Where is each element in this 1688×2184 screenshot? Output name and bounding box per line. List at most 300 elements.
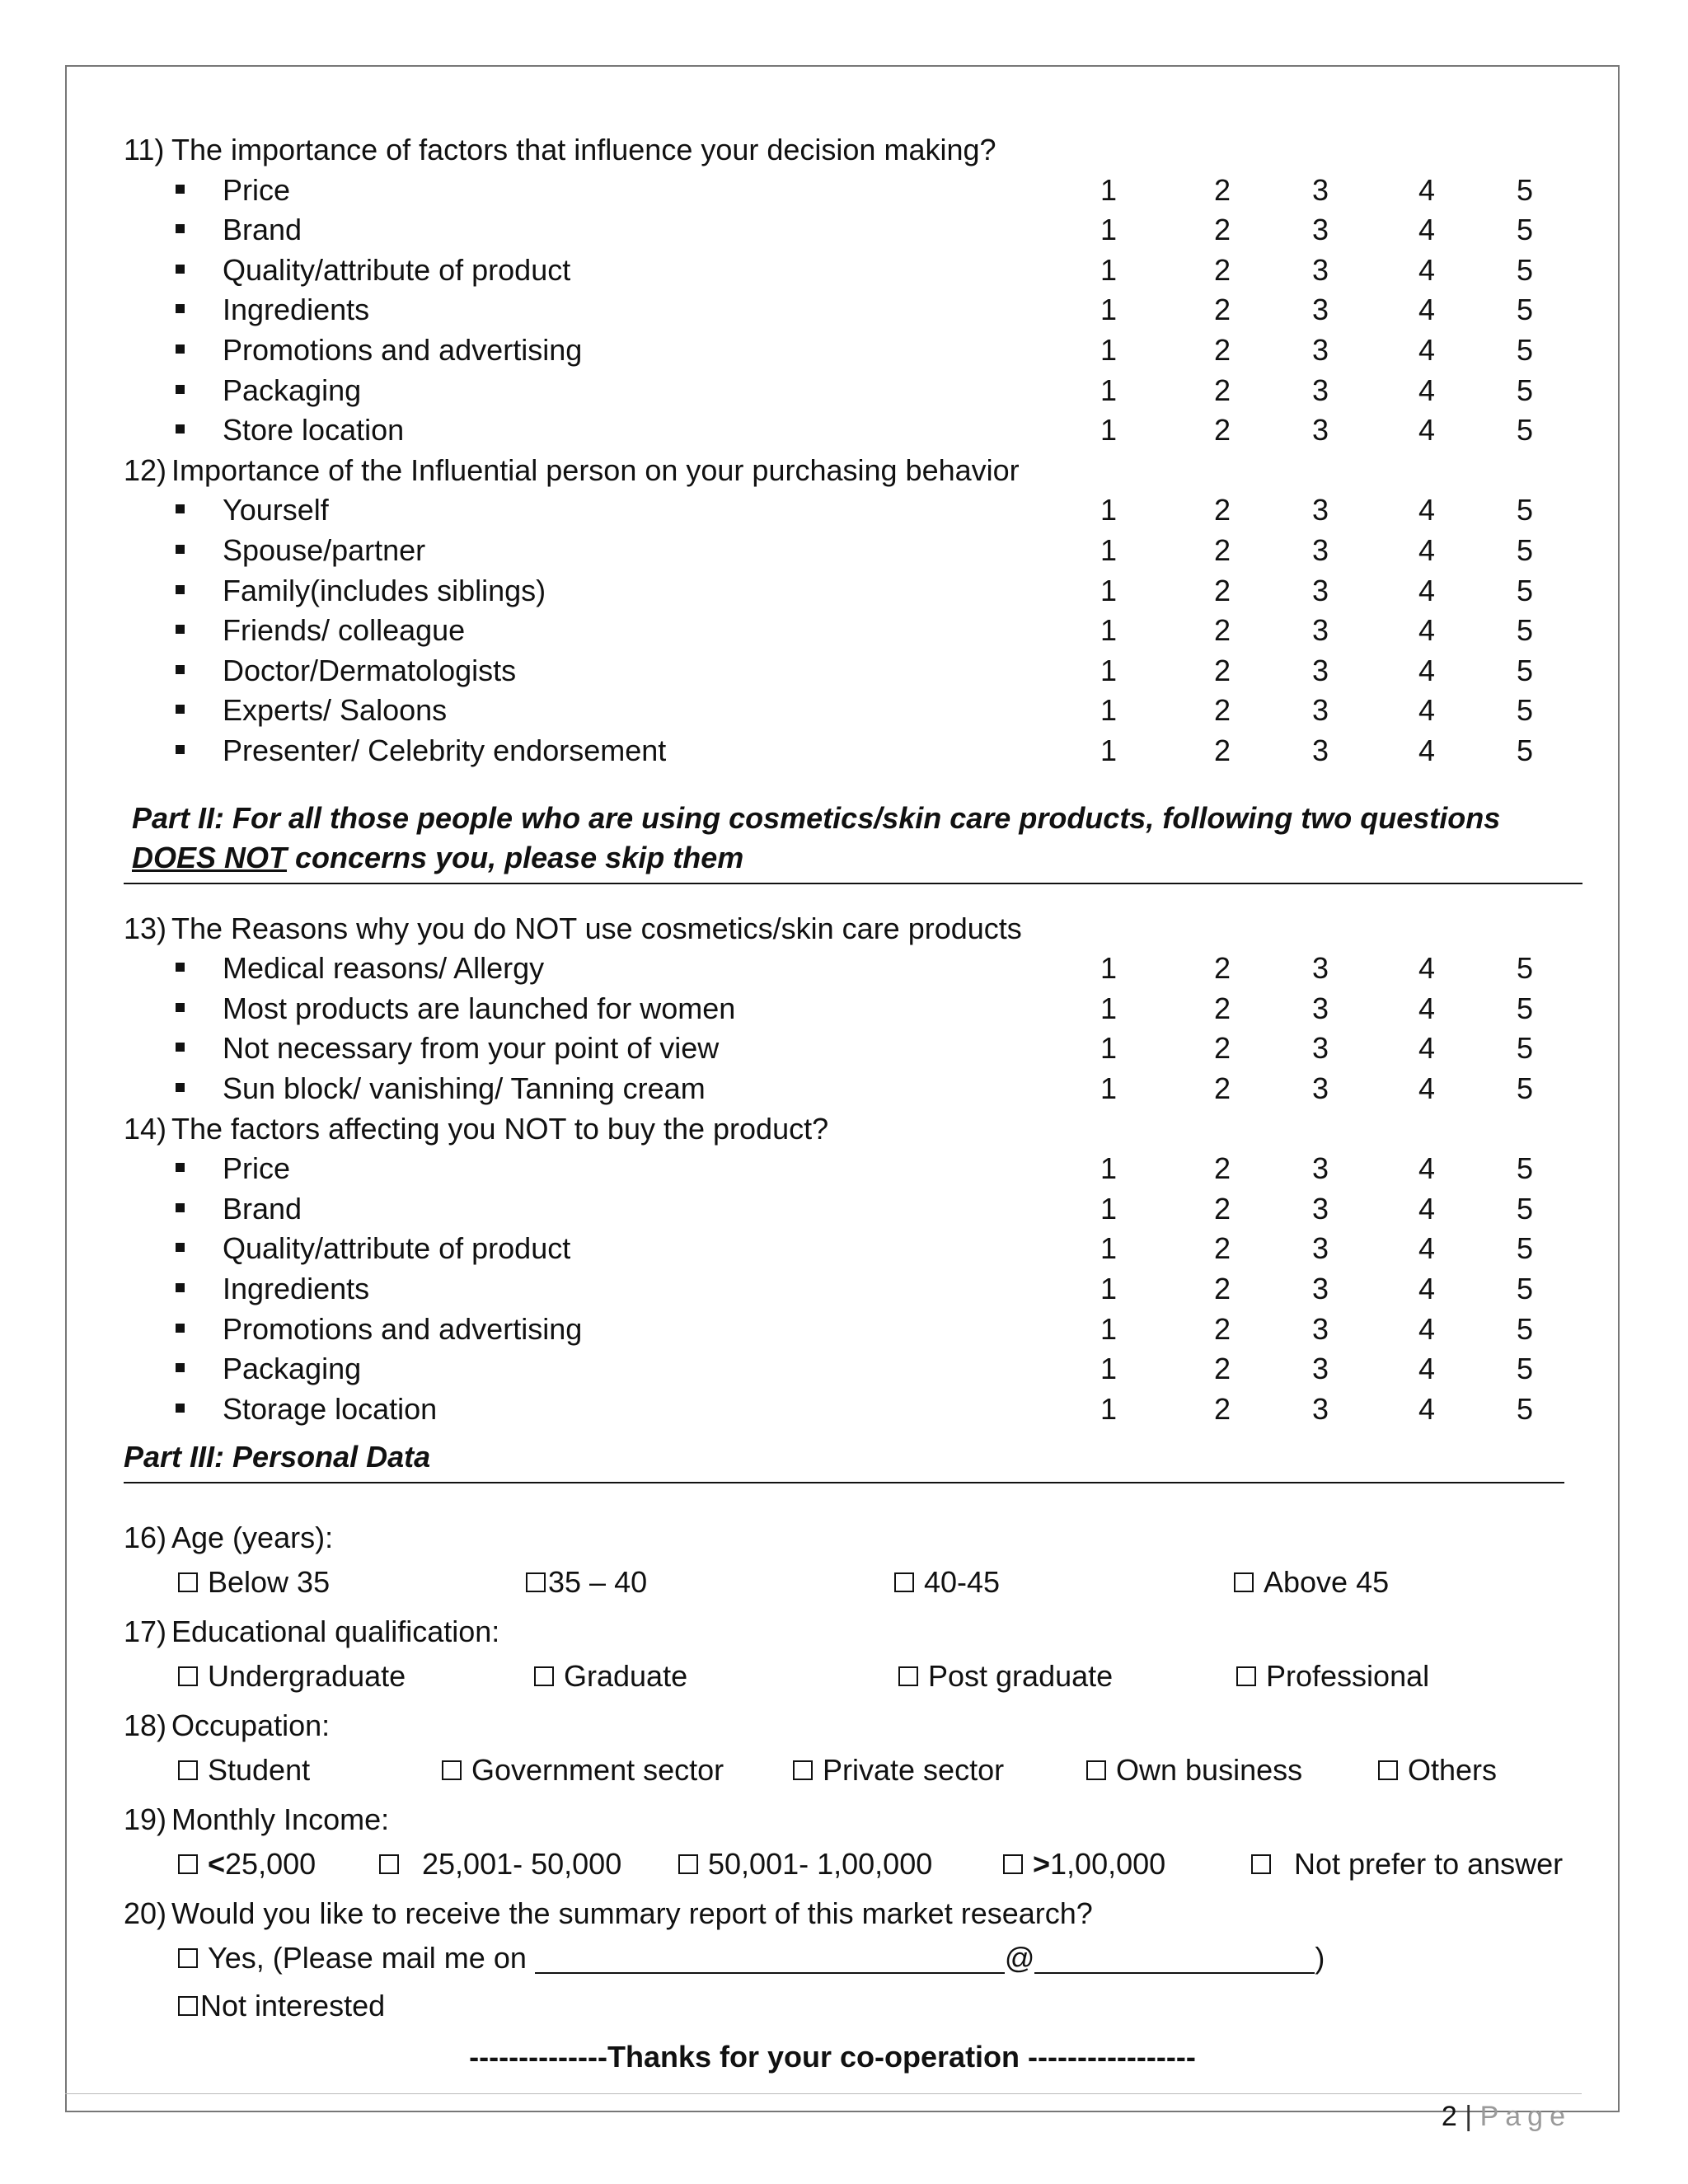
income-option-not-prefer[interactable] xyxy=(1251,1844,1563,1885)
scale-option-5[interactable]: 5 xyxy=(1516,951,1534,986)
scale-option-3[interactable]: 3 xyxy=(1311,1191,1329,1226)
rating-item-label: Quality/attribute of product xyxy=(223,252,571,287)
age-option-35-40[interactable] xyxy=(526,1563,647,1603)
scale-option-5[interactable]: 5 xyxy=(1516,413,1534,448)
rating-item xyxy=(124,1069,1591,1109)
checkbox[interactable] xyxy=(1003,1854,1023,1874)
question-number: 19) xyxy=(124,1802,167,1836)
scale-option-1[interactable]: 1 xyxy=(1100,293,1118,327)
rating-item xyxy=(124,1189,1591,1230)
scale-option-4[interactable]: 4 xyxy=(1418,293,1436,327)
scale-option-3[interactable]: 3 xyxy=(1311,413,1329,448)
part-3-heading: Part III: Personal Data xyxy=(124,1440,431,1474)
scale-option-3[interactable]: 3 xyxy=(1311,172,1329,207)
rating-item-label: Storage location xyxy=(223,1391,438,1426)
scale-option-2[interactable]: 2 xyxy=(1213,172,1231,207)
question-14 xyxy=(124,1109,1591,1150)
option-label: Undergraduate xyxy=(208,1659,406,1693)
option-label: Yes, (Please mail me on xyxy=(208,1941,535,1975)
question-20 xyxy=(124,1891,1591,1937)
scale-option-3[interactable]: 3 xyxy=(1311,293,1329,327)
rating-item xyxy=(124,1029,1591,1069)
scale-option-5[interactable]: 5 xyxy=(1516,613,1534,648)
rating-item-label: Brand xyxy=(223,213,302,247)
scale-option-1[interactable]: 1 xyxy=(1100,1191,1118,1226)
question-title: The Reasons why you do NOT use cosmetics/skin care products xyxy=(171,911,1022,945)
scale-option-3[interactable]: 3 xyxy=(1311,1231,1329,1266)
option-label: Post graduate xyxy=(928,1659,1114,1693)
question-13-items xyxy=(124,949,1591,1108)
question-14-items xyxy=(124,1149,1591,1429)
rating-item-label: Promotions and advertising xyxy=(223,1311,583,1346)
scale-option-2[interactable]: 2 xyxy=(1213,213,1231,247)
scale-option-3[interactable]: 3 xyxy=(1311,373,1329,407)
scale-option-1[interactable]: 1 xyxy=(1100,1352,1118,1386)
scale-option-4[interactable]: 4 xyxy=(1418,1191,1436,1226)
rating-item-label: Packaging xyxy=(223,1352,362,1386)
scale-option-3[interactable]: 3 xyxy=(1311,213,1329,247)
income-option-above-100000[interactable] xyxy=(1003,1844,1165,1885)
at-sign: @ xyxy=(1004,1941,1035,1975)
scale-option-3[interactable]: 3 xyxy=(1311,332,1329,367)
page-number-label xyxy=(1442,2101,1572,2133)
checkbox[interactable] xyxy=(442,1760,462,1780)
education-option-post-graduate[interactable] xyxy=(898,1657,1113,1697)
scale-option-1[interactable]: 1 xyxy=(1100,493,1118,527)
income-option-50001-100000[interactable] xyxy=(678,1844,932,1885)
rating-item xyxy=(124,989,1591,1029)
scale-option-4[interactable]: 4 xyxy=(1418,1071,1436,1106)
report-option-no-row xyxy=(124,1986,1591,2032)
rating-item xyxy=(124,210,1591,251)
question-11-items xyxy=(124,171,1591,451)
rating-item-label: Ingredients xyxy=(223,293,370,327)
question-16 xyxy=(124,1515,1591,1561)
option-label: 40-45 xyxy=(924,1565,1001,1599)
part-2-line-2 xyxy=(132,838,1591,879)
income-options xyxy=(124,1844,1591,1891)
rating-item-label: Store location xyxy=(223,413,405,448)
scale-option-3[interactable]: 3 xyxy=(1311,613,1329,648)
square-bullet-icon xyxy=(176,1003,185,1012)
checkbox[interactable] xyxy=(1378,1760,1398,1780)
rating-item xyxy=(124,171,1591,211)
questionnaire-page-2 xyxy=(124,130,1591,2078)
question-number: 17) xyxy=(124,1615,167,1648)
section-divider xyxy=(124,883,1582,884)
checkbox[interactable] xyxy=(178,1996,198,2016)
rating-item-label: Friends/ colleague xyxy=(223,613,466,648)
rating-item xyxy=(124,371,1591,411)
education-options xyxy=(124,1657,1591,1703)
question-title: Importance of the Influential person on your purchasing behavior xyxy=(171,452,1020,487)
question-title: The factors affecting you NOT to buy the product? xyxy=(171,1111,829,1146)
square-bullet-icon xyxy=(176,585,185,594)
option-label: Not interested xyxy=(200,1989,386,2022)
rating-item-label: Yourself xyxy=(223,493,329,527)
checkbox[interactable] xyxy=(178,1854,198,1874)
scale-option-3[interactable]: 3 xyxy=(1311,1071,1329,1106)
scale-option-2[interactable]: 2 xyxy=(1213,1071,1231,1106)
age-option-above-45[interactable] xyxy=(1234,1563,1389,1603)
scale-option-5[interactable]: 5 xyxy=(1516,1352,1534,1386)
checkbox[interactable] xyxy=(793,1760,813,1780)
scale-option-4[interactable]: 4 xyxy=(1418,613,1436,648)
scale-option-3[interactable]: 3 xyxy=(1311,1151,1329,1186)
square-bullet-icon xyxy=(176,504,185,513)
scale-option-2[interactable]: 2 xyxy=(1213,1352,1231,1386)
square-bullet-icon xyxy=(176,665,185,674)
option-label: Graduate xyxy=(564,1659,688,1693)
occupation-option-others[interactable] xyxy=(1378,1750,1497,1791)
square-bullet-icon xyxy=(176,224,185,233)
scale-option-5[interactable]: 5 xyxy=(1516,1191,1534,1226)
square-bullet-icon xyxy=(176,1083,185,1092)
page-footer xyxy=(65,2093,1582,2132)
scale-option-1[interactable]: 1 xyxy=(1100,1272,1118,1306)
rating-item xyxy=(124,651,1591,691)
scale-option-5[interactable]: 5 xyxy=(1516,693,1534,728)
option-label: Own business xyxy=(1116,1753,1303,1787)
question-number: 14) xyxy=(124,1111,167,1146)
scale-option-4[interactable]: 4 xyxy=(1418,573,1436,607)
scale-option-5[interactable]: 5 xyxy=(1516,213,1534,247)
rating-item xyxy=(124,949,1591,989)
occupation-option-own-business[interactable] xyxy=(1086,1750,1302,1791)
report-option-yes[interactable] xyxy=(178,1938,1325,1979)
scale-option-5[interactable]: 5 xyxy=(1516,733,1534,767)
option-label: Student xyxy=(208,1753,311,1787)
scale-option-4[interactable]: 4 xyxy=(1418,1231,1436,1266)
scale-option-4[interactable]: 4 xyxy=(1418,373,1436,407)
rating-item-label: Price xyxy=(223,172,291,207)
option-label: Private sector xyxy=(823,1753,1005,1787)
option-label: 35 – 40 xyxy=(548,1565,648,1599)
scale-option-2[interactable]: 2 xyxy=(1213,693,1231,728)
scale-option-3[interactable]: 3 xyxy=(1311,733,1329,767)
square-bullet-icon xyxy=(176,1363,185,1372)
education-option-professional[interactable] xyxy=(1236,1657,1429,1697)
scale-option-5[interactable]: 5 xyxy=(1516,1311,1534,1346)
scale-option-1[interactable]: 1 xyxy=(1100,373,1118,407)
scale-option-1[interactable]: 1 xyxy=(1100,951,1118,986)
option-label: 50,001- 1,00,000 xyxy=(708,1847,933,1881)
option-label: 25,001- 50,000 xyxy=(422,1847,622,1881)
option-label: Above 45 xyxy=(1264,1565,1390,1599)
scale-option-3[interactable]: 3 xyxy=(1311,653,1329,687)
option-label: Below 35 xyxy=(208,1565,331,1599)
question-number: 16) xyxy=(124,1521,167,1554)
scale-option-1[interactable]: 1 xyxy=(1100,213,1118,247)
scale-option-1[interactable]: 1 xyxy=(1100,653,1118,687)
rating-item xyxy=(124,1269,1591,1310)
option-label: 1,00,000 xyxy=(1050,1847,1166,1881)
scale-option-4[interactable]: 4 xyxy=(1418,413,1436,448)
question-17 xyxy=(124,1609,1591,1655)
scale-option-3[interactable]: 3 xyxy=(1311,252,1329,287)
scale-option-1[interactable]: 1 xyxy=(1100,991,1118,1025)
page-separator: | xyxy=(1465,2101,1473,2132)
question-11 xyxy=(124,130,1591,171)
scale-option-5[interactable]: 5 xyxy=(1516,1272,1534,1306)
square-bullet-icon xyxy=(176,424,185,434)
rating-item xyxy=(124,691,1591,731)
scale-option-2[interactable]: 2 xyxy=(1213,373,1231,407)
email-user-blank[interactable] xyxy=(535,1943,1005,1974)
option-label: Others xyxy=(1408,1753,1498,1787)
scale-option-5[interactable]: 5 xyxy=(1516,332,1534,367)
scale-option-3[interactable]: 3 xyxy=(1311,532,1329,567)
question-number: 13) xyxy=(124,911,167,945)
scale-option-3[interactable]: 3 xyxy=(1311,951,1329,986)
scale-option-4[interactable]: 4 xyxy=(1418,252,1436,287)
square-bullet-icon xyxy=(176,265,185,274)
scale-option-1[interactable]: 1 xyxy=(1100,1391,1118,1426)
square-bullet-icon xyxy=(176,185,185,194)
question-19 xyxy=(124,1797,1591,1843)
scale-option-1[interactable]: 1 xyxy=(1100,532,1118,567)
scale-option-4[interactable]: 4 xyxy=(1418,1272,1436,1306)
option-label: 25,000 xyxy=(225,1847,316,1881)
rating-item xyxy=(124,330,1591,371)
square-bullet-icon xyxy=(176,625,185,634)
checkbox[interactable] xyxy=(178,1948,198,1968)
scale-option-4[interactable]: 4 xyxy=(1418,991,1436,1025)
page-word: Page xyxy=(1479,2101,1572,2132)
scale-option-1[interactable]: 1 xyxy=(1100,1231,1118,1266)
income-option-below-25000[interactable] xyxy=(178,1844,316,1885)
scale-option-4[interactable]: 4 xyxy=(1418,493,1436,527)
question-12 xyxy=(124,451,1591,491)
option-label: Not prefer to answer xyxy=(1294,1847,1564,1881)
scale-option-1[interactable]: 1 xyxy=(1100,733,1118,767)
scale-option-3[interactable]: 3 xyxy=(1311,1031,1329,1066)
scale-option-5[interactable]: 5 xyxy=(1516,293,1534,327)
scale-option-2[interactable]: 2 xyxy=(1213,252,1231,287)
rating-item-label: Packaging xyxy=(223,373,362,407)
checkbox[interactable] xyxy=(178,1760,198,1780)
checkbox[interactable] xyxy=(178,1572,198,1592)
occupation-option-government[interactable] xyxy=(442,1750,724,1791)
scale-option-4[interactable]: 4 xyxy=(1418,1311,1436,1346)
checkbox[interactable] xyxy=(1236,1666,1256,1686)
rating-item xyxy=(124,1229,1591,1269)
rating-item-label: Doctor/Dermatologists xyxy=(223,653,517,687)
scale-option-4[interactable]: 4 xyxy=(1418,653,1436,687)
rating-item-label: Family(includes siblings) xyxy=(223,573,546,607)
scale-option-1[interactable]: 1 xyxy=(1100,693,1118,728)
scale-option-2[interactable]: 2 xyxy=(1213,1272,1231,1306)
scale-option-5[interactable]: 5 xyxy=(1516,991,1534,1025)
email-domain-blank[interactable] xyxy=(1034,1943,1315,1974)
rating-item xyxy=(124,1390,1591,1430)
scale-option-2[interactable]: 2 xyxy=(1213,1031,1231,1066)
scale-option-3[interactable]: 3 xyxy=(1311,493,1329,527)
report-option-not-interested[interactable] xyxy=(178,1986,385,2027)
rating-item xyxy=(124,611,1591,651)
scale-option-4[interactable]: 4 xyxy=(1418,951,1436,986)
scale-option-2[interactable]: 2 xyxy=(1213,332,1231,367)
checkbox[interactable] xyxy=(898,1666,918,1686)
scale-option-4[interactable]: 4 xyxy=(1418,532,1436,567)
scale-option-2[interactable]: 2 xyxy=(1213,573,1231,607)
checkbox[interactable] xyxy=(526,1572,546,1592)
scale-option-2[interactable]: 2 xyxy=(1213,1391,1231,1426)
scale-option-5[interactable]: 5 xyxy=(1516,532,1534,567)
scale-option-3[interactable]: 3 xyxy=(1311,991,1329,1025)
scale-option-2[interactable]: 2 xyxy=(1213,1231,1231,1266)
question-13 xyxy=(124,909,1591,949)
scale-option-4[interactable]: 4 xyxy=(1418,332,1436,367)
square-bullet-icon xyxy=(176,1043,185,1052)
age-option-below-35[interactable] xyxy=(178,1563,330,1603)
scale-option-3[interactable]: 3 xyxy=(1311,1352,1329,1386)
scale-option-2[interactable]: 2 xyxy=(1213,1151,1231,1186)
scale-option-1[interactable]: 1 xyxy=(1100,573,1118,607)
scale-option-2[interactable]: 2 xyxy=(1213,493,1231,527)
report-option-yes-row xyxy=(124,1938,1591,1985)
scale-option-1[interactable]: 1 xyxy=(1100,1311,1118,1346)
age-option-40-45[interactable] xyxy=(894,1563,1000,1603)
scale-option-5[interactable]: 5 xyxy=(1516,1151,1534,1186)
question-number: 11) xyxy=(124,133,165,166)
checkbox[interactable] xyxy=(534,1666,554,1686)
rating-item xyxy=(124,1149,1591,1189)
income-option-25001-50000[interactable] xyxy=(379,1844,621,1885)
scale-option-2[interactable]: 2 xyxy=(1213,413,1231,448)
rating-item-label: Price xyxy=(223,1151,291,1186)
square-bullet-icon xyxy=(176,1243,185,1252)
scale-option-5[interactable]: 5 xyxy=(1516,252,1534,287)
rating-item xyxy=(124,531,1591,571)
rating-item xyxy=(124,1310,1591,1350)
checkbox[interactable] xyxy=(1234,1572,1254,1592)
education-option-graduate[interactable] xyxy=(534,1657,687,1697)
scale-option-3[interactable]: 3 xyxy=(1311,1272,1329,1306)
scale-option-5[interactable]: 5 xyxy=(1516,1031,1534,1066)
rating-item-label: Experts/ Saloons xyxy=(223,693,448,728)
page-number: 2 xyxy=(1441,2101,1457,2132)
scale-option-4[interactable]: 4 xyxy=(1418,172,1436,207)
rating-item xyxy=(124,571,1591,612)
scale-option-4[interactable]: 4 xyxy=(1418,1391,1436,1426)
scale-option-5[interactable]: 5 xyxy=(1516,1071,1534,1106)
question-title: Would you like to receive the summary report of this market research? xyxy=(171,1896,1093,1930)
scale-option-1[interactable]: 1 xyxy=(1100,1031,1118,1066)
square-bullet-icon xyxy=(176,705,185,714)
scale-option-2[interactable]: 2 xyxy=(1213,653,1231,687)
scale-option-5[interactable]: 5 xyxy=(1516,373,1534,407)
occupation-option-private[interactable] xyxy=(793,1750,1004,1791)
checkbox[interactable] xyxy=(678,1854,698,1874)
question-number: 20) xyxy=(124,1896,167,1930)
square-bullet-icon xyxy=(176,1404,185,1413)
part-2-line-1: Part II: For all those people who are using cosmetics/skin care products, following two questions xyxy=(132,800,1501,835)
scale-option-2[interactable]: 2 xyxy=(1213,532,1231,567)
scale-option-5[interactable]: 5 xyxy=(1516,1231,1534,1266)
scale-option-1[interactable]: 1 xyxy=(1100,613,1118,648)
scale-option-3[interactable]: 3 xyxy=(1311,573,1329,607)
scale-option-4[interactable]: 4 xyxy=(1418,213,1436,247)
scale-option-1[interactable]: 1 xyxy=(1100,252,1118,287)
part-2-emphasis: DOES NOT xyxy=(132,841,288,875)
checkbox[interactable] xyxy=(379,1854,399,1874)
scale-option-5[interactable]: 5 xyxy=(1516,493,1534,527)
scale-option-2[interactable]: 2 xyxy=(1213,293,1231,327)
scale-option-2[interactable]: 2 xyxy=(1213,733,1231,767)
rating-item-label: Promotions and advertising xyxy=(223,332,583,367)
scale-option-1[interactable]: 1 xyxy=(1100,413,1118,448)
scale-option-4[interactable]: 4 xyxy=(1418,733,1436,767)
scale-option-1[interactable]: 1 xyxy=(1100,1151,1118,1186)
square-bullet-icon xyxy=(176,344,185,354)
scale-option-2[interactable]: 2 xyxy=(1213,613,1231,648)
scale-option-3[interactable]: 3 xyxy=(1311,1391,1329,1426)
scale-option-3[interactable]: 3 xyxy=(1311,1311,1329,1346)
question-number: 12) xyxy=(124,452,167,487)
scale-option-2[interactable]: 2 xyxy=(1213,1191,1231,1226)
rating-item-label: Medical reasons/ Allergy xyxy=(223,951,545,986)
question-title: Educational qualification: xyxy=(171,1615,500,1648)
checkbox[interactable] xyxy=(1086,1760,1106,1780)
option-prefix: > xyxy=(1033,1847,1051,1881)
rating-item-label: Spouse/partner xyxy=(223,532,426,567)
thanks-message: --------------Thanks for your co-operation ----------------- xyxy=(469,2040,1196,2074)
square-bullet-icon xyxy=(176,385,185,394)
checkbox[interactable] xyxy=(894,1572,914,1592)
education-option-undergraduate[interactable] xyxy=(178,1657,406,1697)
rating-item-label: Ingredients xyxy=(223,1272,370,1306)
rating-item xyxy=(124,490,1591,531)
scale-option-5[interactable]: 5 xyxy=(1516,573,1534,607)
square-bullet-icon xyxy=(176,1163,185,1172)
scale-option-2[interactable]: 2 xyxy=(1213,1311,1231,1346)
scale-option-5[interactable]: 5 xyxy=(1516,172,1534,207)
section-divider xyxy=(124,1482,1564,1483)
rating-item-label: Not necessary from your point of view xyxy=(223,1031,720,1066)
option-label: Government sector xyxy=(471,1753,724,1787)
scale-option-4[interactable]: 4 xyxy=(1418,1151,1436,1186)
scale-option-2[interactable]: 2 xyxy=(1213,951,1231,986)
scale-option-5[interactable]: 5 xyxy=(1516,1391,1534,1426)
checkbox[interactable] xyxy=(1251,1854,1271,1874)
scale-option-1[interactable]: 1 xyxy=(1100,332,1118,367)
occupation-option-student[interactable] xyxy=(178,1750,310,1791)
question-title: Occupation: xyxy=(171,1708,331,1742)
rating-item-label: Quality/attribute of product xyxy=(223,1231,571,1266)
square-bullet-icon xyxy=(176,963,185,972)
rating-item xyxy=(124,290,1591,330)
checkbox[interactable] xyxy=(178,1666,198,1686)
scale-option-4[interactable]: 4 xyxy=(1418,1352,1436,1386)
option-prefix: < xyxy=(208,1847,226,1881)
scale-option-5[interactable]: 5 xyxy=(1516,653,1534,687)
option-label: Professional xyxy=(1266,1659,1430,1693)
scale-option-1[interactable]: 1 xyxy=(1100,172,1118,207)
scale-option-1[interactable]: 1 xyxy=(1100,1071,1118,1106)
rating-item xyxy=(124,251,1591,291)
scale-option-2[interactable]: 2 xyxy=(1213,991,1231,1025)
rating-item-label: Presenter/ Celebrity endorsement xyxy=(223,733,667,767)
scale-option-4[interactable]: 4 xyxy=(1418,693,1436,728)
question-title: The importance of factors that influence your decision making? xyxy=(171,133,996,166)
rating-item-label: Brand xyxy=(223,1191,302,1226)
rating-item-label: Sun block/ vanishing/ Tanning cream xyxy=(223,1071,706,1106)
question-12-items xyxy=(124,490,1591,771)
scale-option-4[interactable]: 4 xyxy=(1418,1031,1436,1066)
age-options xyxy=(124,1563,1591,1609)
scale-option-3[interactable]: 3 xyxy=(1311,693,1329,728)
